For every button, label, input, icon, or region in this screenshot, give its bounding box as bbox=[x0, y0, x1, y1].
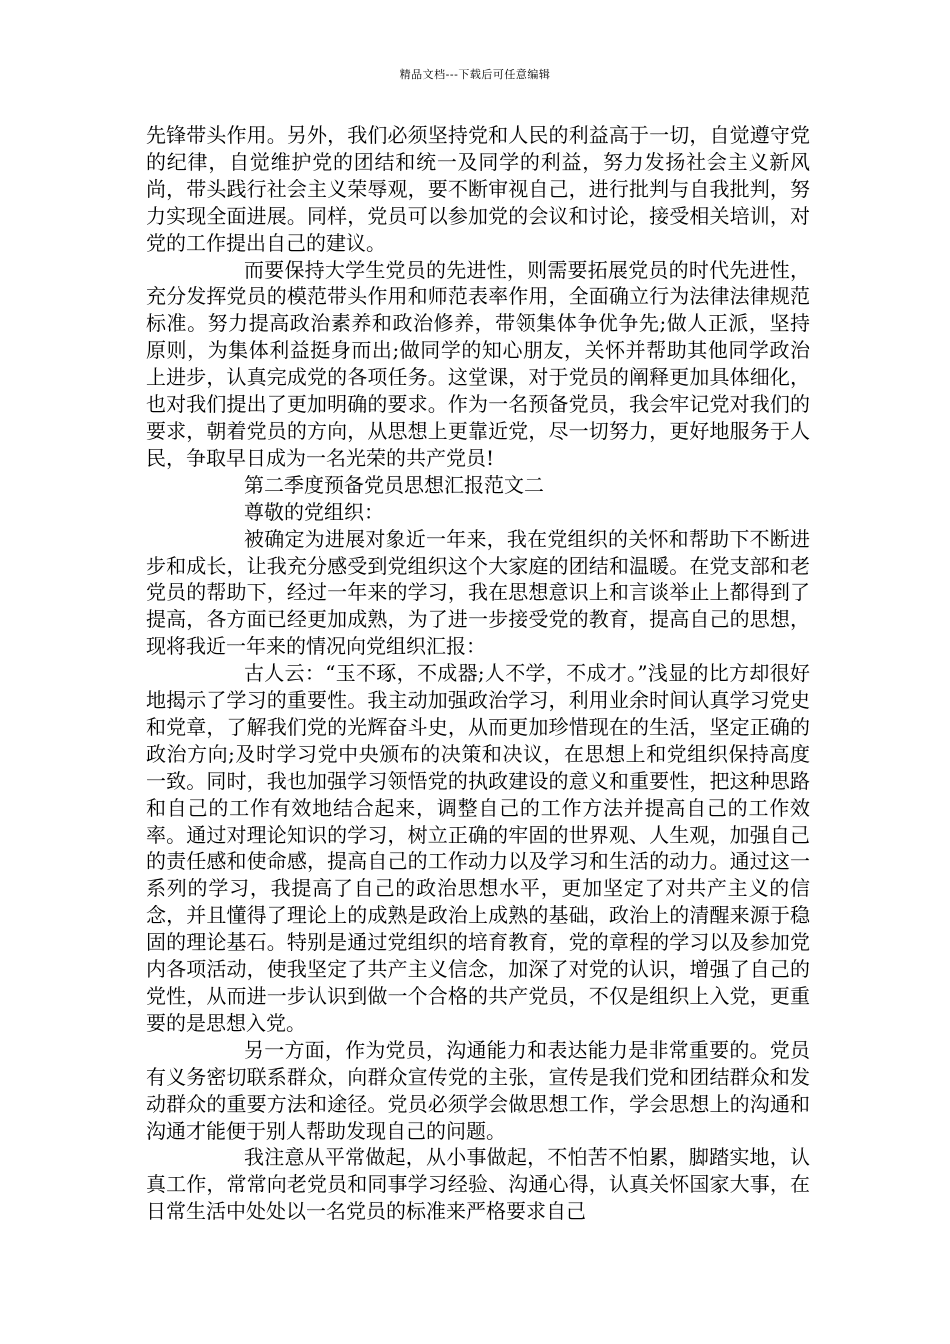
page-header: 精品文档---下载后可任意编辑 bbox=[399, 68, 551, 81]
paragraph-3: 被确定为进展对象近一年来，我在党组织的关怀和帮助下不断进步和成长，让我充分感受到党组织这个大家庭的团结和温暖。在党支部和老党员的帮助下，经过一年来的学习，我在思想意识上和言谈举止上都得到了提高，各方面已经更加成熟，为了进一步接受党的教育，提高自己的思想，现将我近一年来的情况向党组织汇报： bbox=[146, 526, 810, 659]
paragraph-2: 而要保持大学生党员的先进性，则需要拓展党员的时代先进性，充分发挥党员的模范带头作用和师范表率作用，全面确立行为法律法律规范标准。努力提高政治素养和政治修养，带领集体争优争先;做人正派，坚持原则，为集体利益挺身而出;做同学的知心朋友，关怀并帮助其他同学政治上进步，认真完成党的各项任务。这堂课，对于党员的阐释更加具体细化，也对我们提出了更加明确的要求。作为一名预备党员，我会牢记党对我们的要求，朝着党员的方向，从思想上更靠近党，尽一切努力，更好地服务于人民，争取早日成为一名光荣的共产党员! bbox=[146, 257, 810, 470]
section-title: 第二季度预备党员思想汇报范文二 bbox=[244, 472, 544, 497]
salutation: 尊敬的党组织： bbox=[244, 499, 384, 524]
paragraph-1: 先锋带头作用。另外，我们必须坚持党和人民的利益高于一切，自觉遵守党的纪律，自觉维护党的团结和统一及同学的利益，努力发扬社会主义新风尚，带头践行社会主义荣辱观，要不断审视自己，进行批判与自我批判，努力实现全面进展。同样，党员可以参加党的会议和讨论，接受相关培训，对党的工作提出自己的建议。 bbox=[146, 123, 810, 255]
paragraph-5: 另一方面，作为党员，沟通能力和表达能力是非常重要的。党员有义务密切联系群众，向群众宣传党的主张，宣传是我们党和团结群众和发动群众的重要方法和途径。党员必须学会做思想工作，学会思想上的沟通和沟通才能便于别人帮助发现自己的问题。 bbox=[146, 1037, 810, 1143]
paragraph-4: 古人云：“玉不琢，不成器;人不学，不成才。”浅显的比方却很好地揭示了学习的重要性。我主动加强政治学习，利用业余时间认真学习党史和党章，了解我们党的光辉奋斗史，从而更加珍惜现在的生活，坚定正确的政治方向;及时学习党中央颁布的决策和决议，在思想上和党组织保持高度一致。同时，我也加强学习领悟党的执政建设的意义和重要性，把这种思路和自己的工作有效地结合起来，调整自己的工作方法并提高自己的工作效率。通过对理论知识的学习，树立正确的牢固的世界观、人生观，加强自己的责任感和使命感，提高自己的工作动力以及学习和生活的动力。通过这一系列的学习，我提高了自己的政治思想水平，更加坚定了对共产主义的信念，并且懂得了理论上的成熟是政治上成熟的基础，政治上的清醒来源于稳固的理论基石。特别是通过党组织的培育教育，党的章程的学习以及参加党内各项活动，使我坚定了共产主义信念，加深了对党的认识，增强了自己的党性，从而进一步认识到做一个合格的共产党员，不仅是组织上入党，更重要的是思想入党。 bbox=[146, 661, 810, 1035]
document-body bbox=[146, 122, 810, 1225]
paragraph-6: 我注意从平常做起，从小事做起，不怕苦不怕累，脚踏实地，认真工作，常常向老党员和同事学习经验、沟通心得，认真关怀国家大事，在日常生活中处处以一名党员的标准来严格要求自己 bbox=[146, 1145, 810, 1224]
